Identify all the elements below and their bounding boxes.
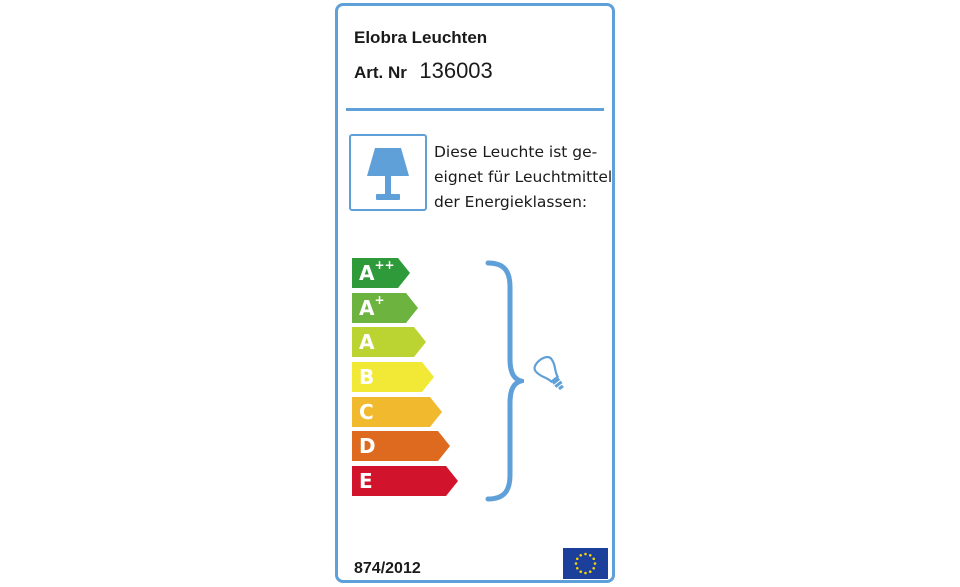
info-line: eignet für Leuchtmittel: [434, 168, 613, 186]
energy-class-letter: A: [359, 261, 375, 285]
energy-class-ap: [352, 293, 472, 323]
energy-label-card: [335, 3, 615, 583]
energy-class-letter: C: [359, 399, 374, 424]
energy-class-superscript: ++: [374, 258, 395, 272]
eu-flag-icon: [563, 548, 608, 579]
energy-class-letter: A: [359, 330, 375, 355]
table-lamp-icon: [349, 134, 427, 211]
brand-name: Elobra Leuchten: [354, 28, 488, 47]
article-number: 136003: [419, 58, 493, 83]
article-row: [354, 58, 493, 84]
energy-class-scale: [352, 258, 472, 501]
light-bulb-icon: [532, 356, 578, 398]
energy-class-letter: B: [359, 365, 375, 390]
divider: [346, 108, 604, 111]
energy-class-a: [352, 327, 472, 357]
info-line: der Energieklassen:: [434, 193, 588, 211]
info-text: [434, 140, 614, 215]
energy-class-letter: E: [359, 469, 373, 494]
energy-class-app: [352, 258, 472, 288]
energy-class-d: [352, 431, 472, 461]
energy-class-letter: D: [359, 434, 376, 459]
regulation-number: 874/2012: [354, 560, 421, 577]
energy-class-e: [352, 466, 472, 496]
energy-class-superscript: +: [374, 292, 385, 307]
article-label: Art. Nr: [354, 63, 407, 82]
brace: [484, 259, 524, 503]
energy-class-letter: A: [359, 295, 375, 320]
info-line: Diese Leuchte ist ge-: [434, 143, 598, 161]
energy-class-b: [352, 362, 472, 392]
energy-class-c: [352, 397, 472, 427]
